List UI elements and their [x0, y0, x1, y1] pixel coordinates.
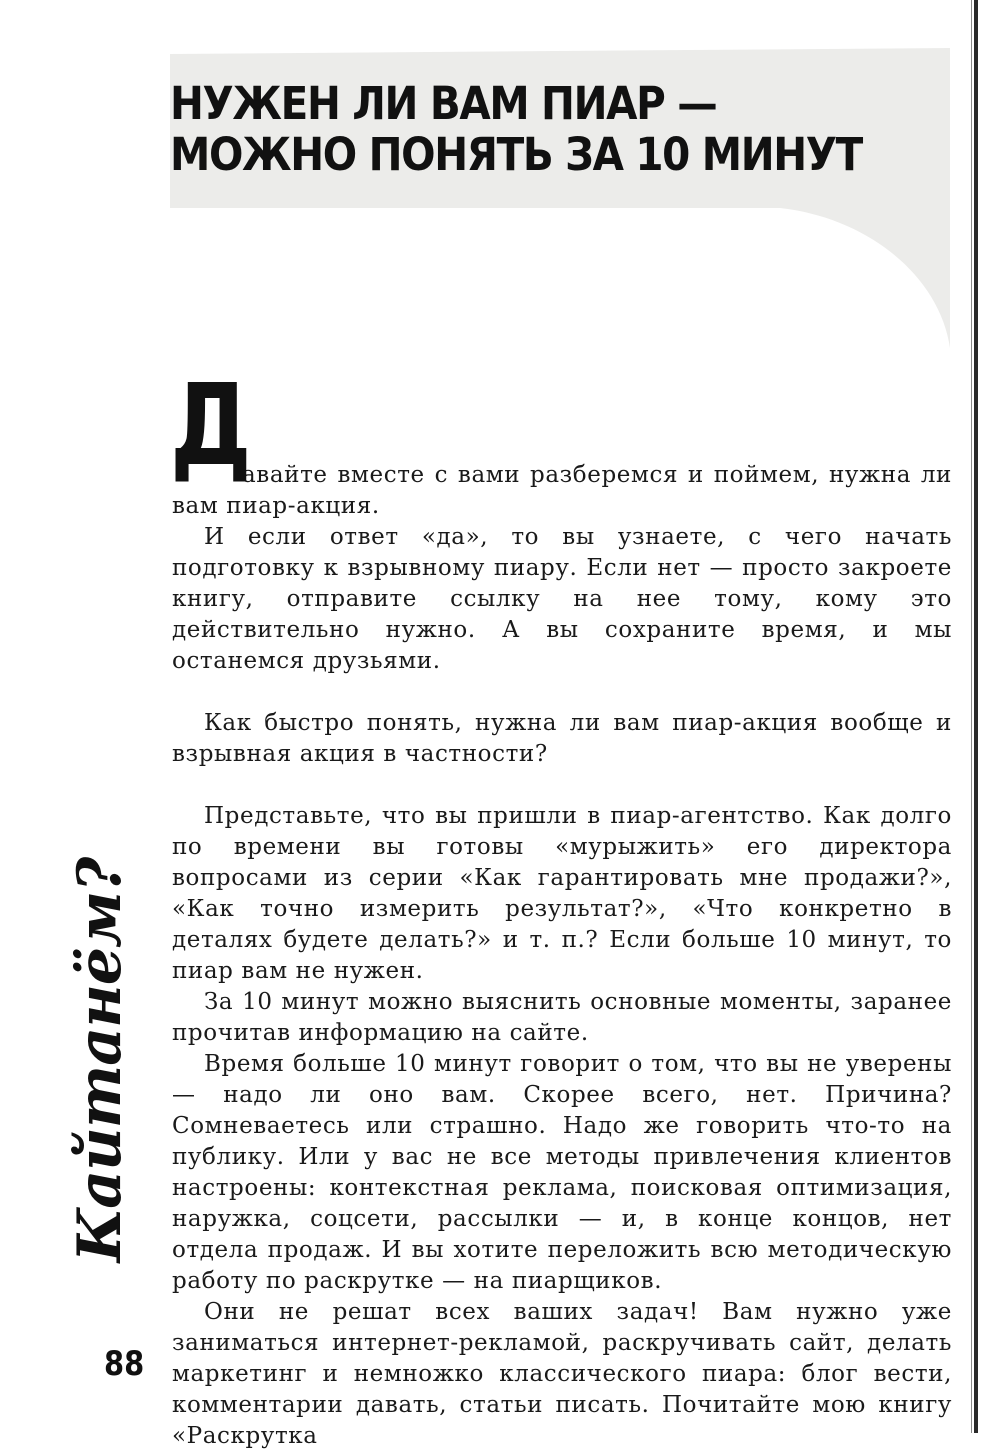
paragraph-7: Они не решат всех ваших задач! Вам нужно уже заниматься интернет-рекламой, раскручивать сайт, делать маркетинг и немножко классического пиара: блог вести, комментарии давать, статьи писать. Почитайте мою книгу «Раскрутка [172, 1299, 952, 1449]
side-logo-text: Кайтанём? [65, 857, 135, 1263]
chapter-title-line-2: МОЖНО ПОНЯТЬ ЗА 10 МИНУТ [170, 128, 862, 181]
paragraph-2: И если ответ «да», то вы узнаете, с чего начать подготовку к взрывному пиару. Если нет — просто закроете книгу, отправите ссылку на нее тому, кому это действительно нужно. А вы сохраните время, и мы останемся друзьями. [172, 524, 952, 674]
chapter-title [170, 78, 862, 180]
paragraph-1-text: авайте вместе с вами разберемся и поймем, нужна ли вам пиар-акция. [172, 462, 952, 519]
body-text [170, 361, 952, 1452]
paragraph-6: Время больше 10 минут говорит о том, что вы не уверены — надо ли оно вам. Скорее всего, нет. Причина? Сомневаетесь или страшно. Надо же говорить что-то на публику. Или у вас не все методы привлечения клиентов настроены: контекстная реклама, поисковая оптимизация, наружка, соцсети, рассылки — и, в конце концов, нет отдела продаж. И вы хотите переложить всю методическую работу по раскрутке — на пиарщиков. [172, 1051, 952, 1294]
paragraph-5: За 10 минут можно выяснить основные моменты, заранее прочитав информацию на сайте. [172, 989, 952, 1046]
chapter-title-line-1: НУЖЕН ЛИ ВАМ ПИАР — [170, 77, 717, 130]
paragraph-1 [170, 361, 952, 522]
paragraph-3: Как быстро понять, нужна ли вам пиар-акция вообще и взрывная акция в частности? [172, 710, 952, 767]
page-number: 88 [104, 1344, 145, 1384]
drop-cap: Д [170, 361, 253, 491]
paragraph-4: Представьте, что вы пришли в пиар-агентство. Как долго по времени вы готовы «мурыжить» его директора вопросами из серии «Как гарантировать мне продажи?», «Как точно измерить результат?», «Что конкретно в деталях будете делать?» и т. п.? Если больше 10 минут, то пиар вам не нужен. [172, 803, 952, 984]
side-logo [40, 857, 160, 1263]
